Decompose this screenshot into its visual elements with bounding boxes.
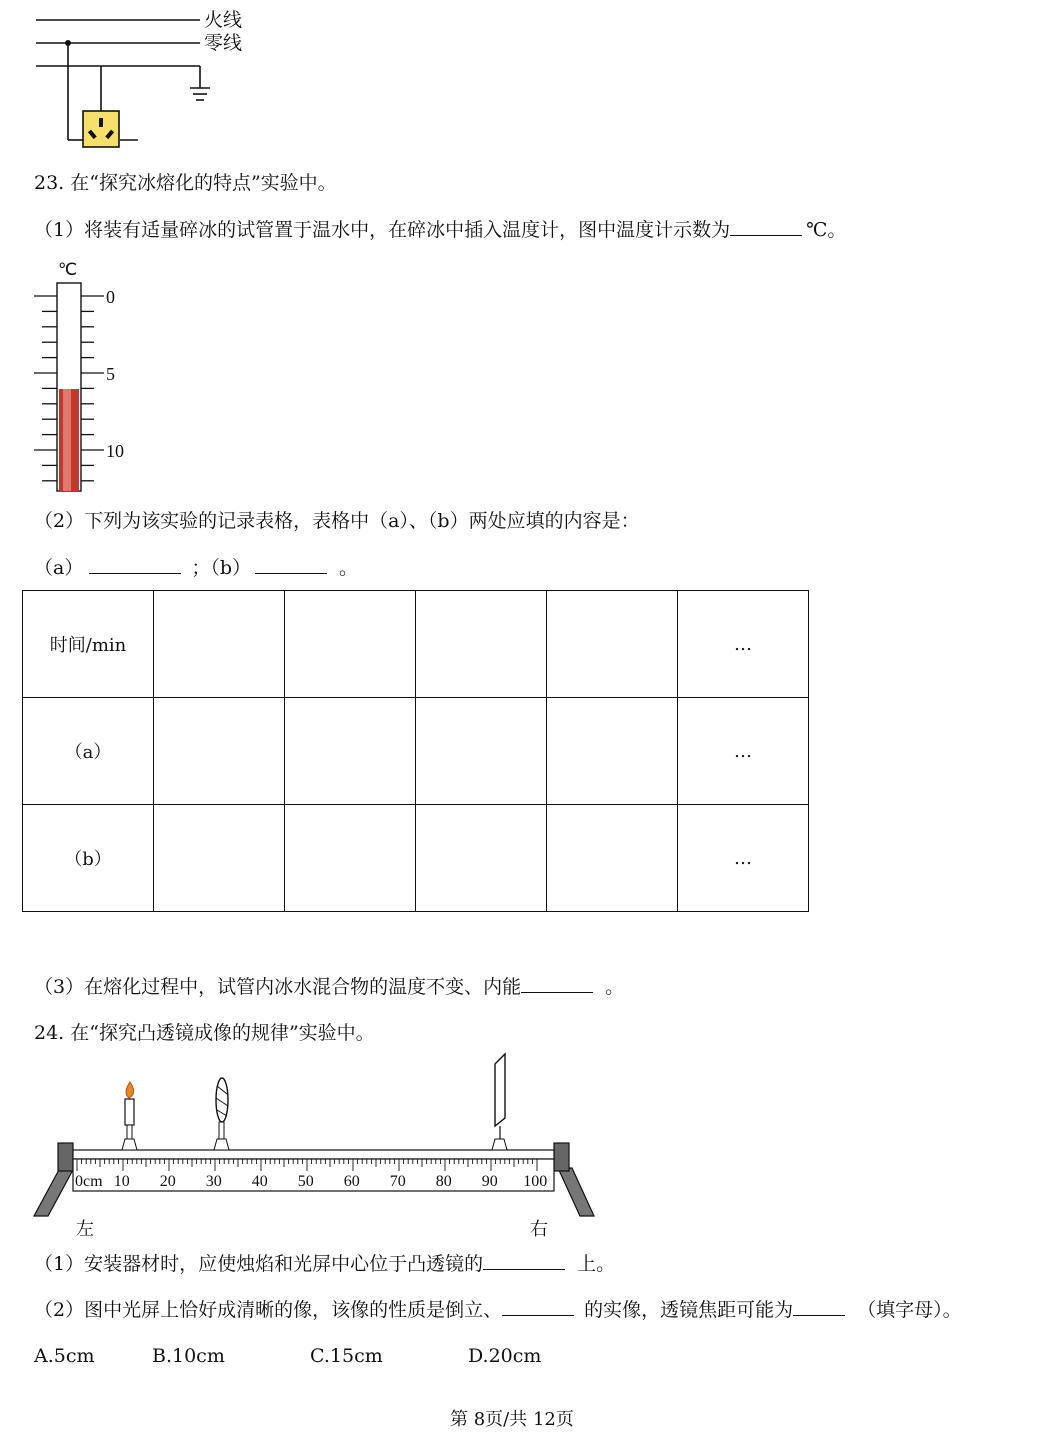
q23-part1-unit: ℃。 xyxy=(806,219,847,241)
bench-leg-left xyxy=(34,1168,74,1216)
thermometer-label-10: 10 xyxy=(106,441,124,461)
bench-right-label: 右 xyxy=(530,1219,548,1239)
optical-bench xyxy=(30,1050,610,1245)
q23-title: 23. 在“探究冰熔化的特点”实验中。 xyxy=(34,172,337,194)
q23-part2-b-label: ；（b） xyxy=(191,557,251,579)
scale-label: 80 xyxy=(435,1173,452,1190)
scale-label: 60 xyxy=(343,1173,360,1190)
table-header-a: （a） xyxy=(23,698,154,805)
q24-part2 xyxy=(34,1297,962,1322)
candle-icon xyxy=(122,1082,137,1150)
q23-part3-end: 。 xyxy=(605,976,625,998)
scale-label: 0cm xyxy=(75,1173,103,1190)
table-row xyxy=(23,591,809,698)
thermometer xyxy=(30,255,140,495)
q24-part2-blank2[interactable] xyxy=(793,1297,845,1316)
q23-part3 xyxy=(34,974,624,999)
scale-label: 10 xyxy=(113,1173,130,1190)
q24-option-c[interactable]: C.15cm xyxy=(310,1345,383,1367)
q24-part2-end: （填字母）。 xyxy=(857,1299,962,1321)
q23-part2: （2）下列为该实验的记录表格，表格中（a）、（b）两处应填的内容是： xyxy=(34,510,640,532)
table-row xyxy=(23,805,809,912)
table-row xyxy=(23,698,809,805)
q24-part1-blank[interactable] xyxy=(483,1251,565,1270)
socket-icon xyxy=(83,111,119,147)
q23-part1 xyxy=(34,217,846,242)
table-ellipsis: … xyxy=(678,698,809,805)
thermometer-label-0: 0 xyxy=(106,287,115,307)
table-header-time: 时间/min xyxy=(23,591,154,698)
q23-part2-blanks xyxy=(34,555,358,580)
q23-part3-blank[interactable] xyxy=(521,974,593,993)
scale-label: 100 xyxy=(523,1173,548,1190)
scale-label: 90 xyxy=(481,1173,498,1190)
q24-part1-text: （1）安装器材时，应使烛焰和光屏中心位于凸透镜的 xyxy=(34,1253,484,1275)
record-table xyxy=(22,590,809,912)
q24-part2-mid: 的实像，透镜焦距可能为 xyxy=(584,1299,794,1321)
q24-part1-end: 上。 xyxy=(577,1253,616,1275)
table-ellipsis: … xyxy=(678,591,809,698)
q24-part2-blank1[interactable] xyxy=(502,1297,574,1316)
q24-option-a[interactable]: A.5cm xyxy=(34,1345,95,1367)
thermometer-label-5: 5 xyxy=(106,364,115,384)
page-footer: 第 8页/共 12页 xyxy=(450,1409,574,1430)
q23-part1-blank[interactable] xyxy=(730,217,802,236)
q24-title: 24. 在“探究凸透镜成像的规律”实验中。 xyxy=(34,1022,375,1044)
scale-label: 70 xyxy=(389,1173,406,1190)
screen-icon xyxy=(492,1054,507,1150)
thermometer-unit: ℃ xyxy=(58,260,78,279)
q23-part2-end: 。 xyxy=(339,557,359,579)
bench-rail xyxy=(73,1150,554,1159)
q23-part1-text: （1）将装有适量碎冰的试管置于温水中，在碎冰中插入温度计，图中温度计示数为 xyxy=(34,219,731,241)
ground-symbol xyxy=(190,88,210,100)
neutral-wire-label: 零线 xyxy=(204,32,243,54)
live-wire-label: 火线 xyxy=(204,9,243,31)
table-ellipsis: … xyxy=(678,805,809,912)
bench-end-left xyxy=(58,1143,73,1171)
scale-label: 20 xyxy=(159,1173,176,1190)
q24-option-b[interactable]: B.10cm xyxy=(152,1345,225,1367)
table-header-b: （b） xyxy=(23,805,154,912)
bench-left-label: 左 xyxy=(76,1219,94,1239)
q23-part3-text: （3）在熔化过程中，试管内冰水混合物的温度不变、内能 xyxy=(34,976,522,998)
bench-leg-right xyxy=(558,1168,594,1216)
scale-label: 40 xyxy=(251,1173,268,1190)
q23-part2-b-blank[interactable] xyxy=(255,555,327,574)
lens-icon xyxy=(214,1078,229,1150)
scale-label: 50 xyxy=(297,1173,314,1190)
q24-option-d[interactable]: D.20cm xyxy=(468,1345,542,1367)
bench-end-right xyxy=(554,1143,569,1171)
q24-part1 xyxy=(34,1251,615,1276)
q23-part2-a-label: （a） xyxy=(34,557,84,579)
q24-part2-text: （2）图中光屏上恰好成清晰的像，该像的性质是倒立、 xyxy=(34,1299,503,1321)
q23-part2-a-blank[interactable] xyxy=(89,555,181,574)
scale-label: 30 xyxy=(205,1173,222,1190)
